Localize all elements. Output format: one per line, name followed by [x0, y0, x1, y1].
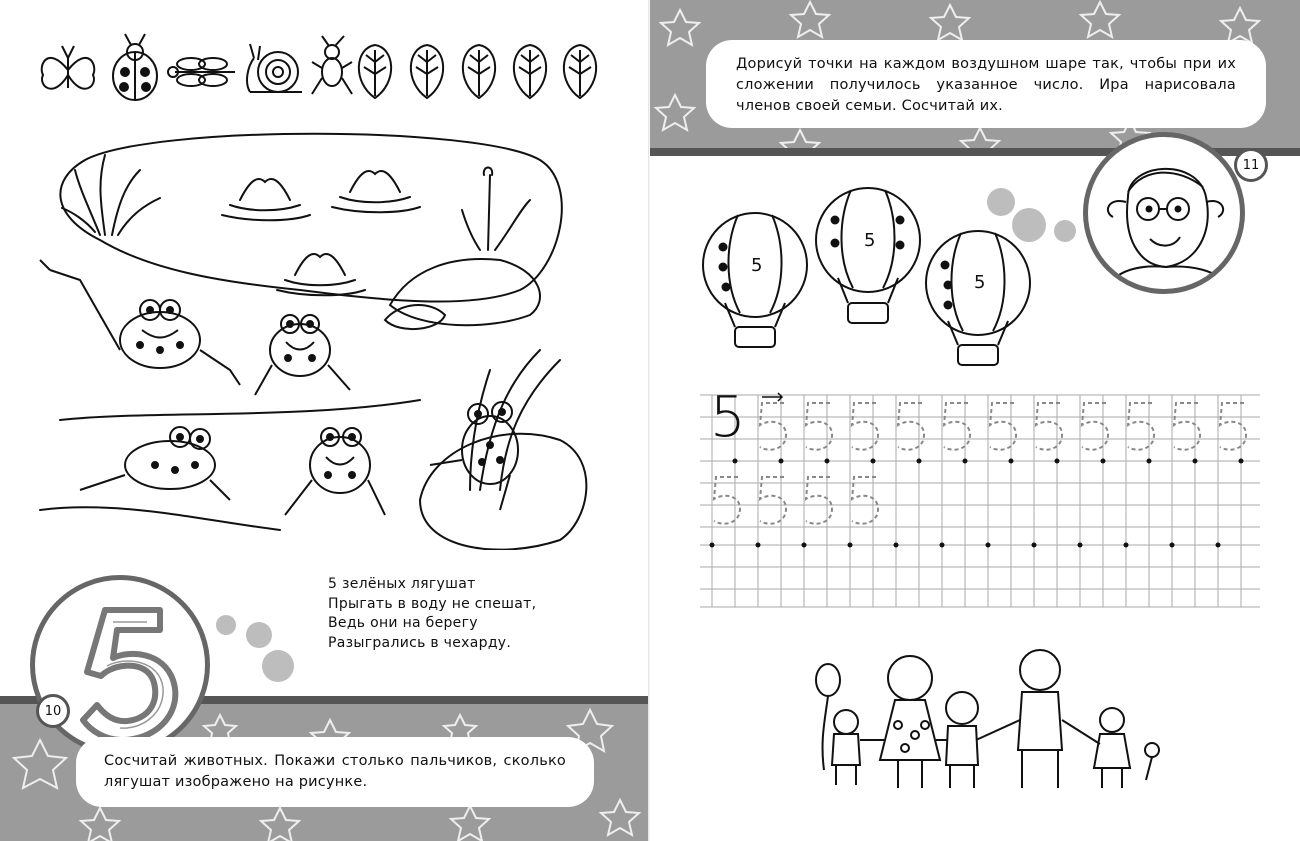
- ground-line: [40, 400, 420, 530]
- balloon-number: 5: [751, 255, 763, 276]
- frog: [40, 260, 240, 385]
- rock: [390, 259, 540, 325]
- grasshopper-icon: [312, 36, 352, 94]
- instruction-box: Сосчитай животных. Покажи столько пальчиков, сколько лягушат изображено на рисунке.: [76, 737, 594, 807]
- decor-dot: [262, 650, 294, 682]
- page-number: 10: [36, 694, 70, 728]
- portrait-circle: [1083, 132, 1245, 294]
- poem: [328, 575, 536, 653]
- butterfly-icon: [42, 46, 95, 89]
- ladybug-icon: [113, 34, 157, 100]
- copybook-grid: [690, 385, 1300, 615]
- leaf-row: [359, 45, 596, 98]
- pond-illustration: [0, 120, 650, 550]
- pond: [60, 134, 561, 302]
- page-number: 11: [1234, 148, 1268, 182]
- water-lily: [222, 171, 420, 295]
- rock: [420, 434, 586, 550]
- digit-circle: [30, 575, 210, 755]
- balloon: [703, 213, 807, 347]
- poem-line: Прыгать в воду не спешат,: [328, 595, 537, 612]
- grid-dots: [710, 459, 1244, 548]
- girl-with-glasses-icon: [1088, 137, 1240, 289]
- frog: [285, 428, 385, 515]
- right-page: [650, 0, 1300, 841]
- balloons: [690, 185, 1090, 385]
- trace-digits: [714, 403, 1246, 524]
- decor-dot: [216, 615, 236, 635]
- dragonfly-icon: [168, 58, 235, 86]
- balloon-number: 5: [864, 230, 876, 251]
- family-illustration: [800, 640, 1200, 810]
- snail-icon: [247, 44, 302, 92]
- poem-line: Ведь они на берегу: [328, 615, 478, 631]
- plant: [470, 350, 560, 490]
- frog: [80, 427, 230, 500]
- poem-line: 5 зелёных лягушат: [328, 576, 476, 592]
- frog: [255, 315, 350, 395]
- trace-arrow-icon: [762, 393, 782, 401]
- frog-group: [40, 260, 518, 515]
- poem-line: Разыгрались в чехарду.: [328, 634, 512, 651]
- reeds: [62, 155, 530, 250]
- balloon: [816, 188, 920, 323]
- balloon: [926, 231, 1030, 365]
- instruction-box: Дорисуй точки на каждом воздушном шаре так, чтобы при их сложении получилось указанное число. Ира нарисовала членов своей семьи. Сосчитай их.: [706, 40, 1266, 128]
- sample-digit: 5: [710, 385, 746, 450]
- top-icon-row: [0, 0, 650, 110]
- balloon-number: 5: [974, 272, 986, 293]
- decor-dot: [246, 622, 272, 648]
